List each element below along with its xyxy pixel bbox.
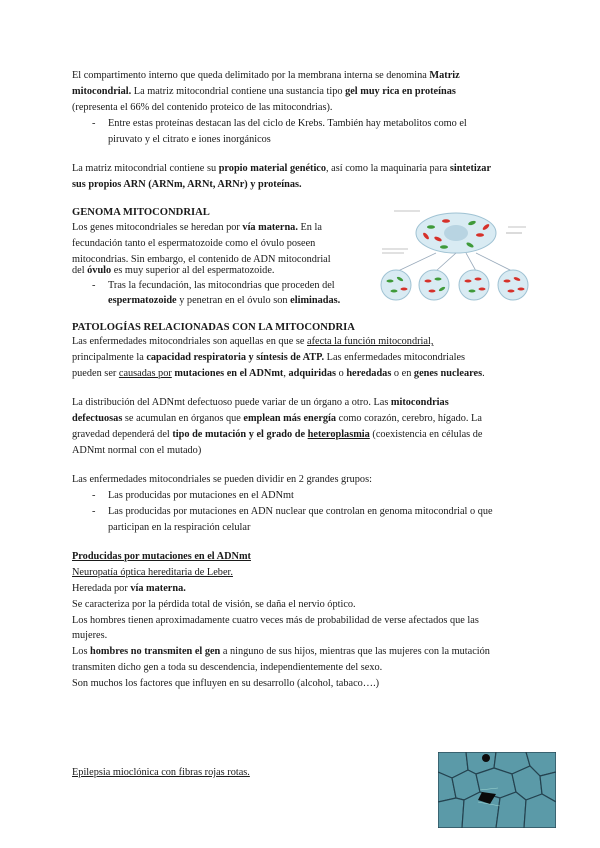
daughter-cell (381, 270, 411, 300)
dist-line4: ADNmt normal con el mutado) (72, 445, 202, 456)
prod-line5: Los hombres no transmiten el gen a ninguno de sus hijos, mientras que las mujeres con la mutación (72, 646, 490, 657)
prod-subheading: Neuropatía óptica hereditaria de Leber. (72, 567, 233, 578)
prod-line6: transmiten dicho gen a toda su descendencia, independientemente del sexo. (72, 662, 383, 673)
dist-line2: defectuosas se acumulan en órganos que emplean más energía como corazón, cerebro, hígado. La (72, 413, 482, 424)
bullet-dash: - (92, 490, 96, 501)
genoma-line1: Los genes mitocondriales se heredan por vía materna. En la (72, 222, 322, 233)
daughter-cell (498, 270, 528, 300)
genoma-heading: GENOMA MITOCONDRIAL (72, 207, 210, 218)
genoma-line2: fecundación tanto el espermatozoide como el óvulo poseen (72, 238, 316, 249)
p2-line1: La matriz mitocondrial contiene su propio material genético, así como la maquinaria para sintetizar (72, 163, 492, 174)
prod-heading: Producidas por mutaciones en el ADNmt (72, 551, 251, 562)
mitochondrial-inheritance-figure (376, 205, 532, 305)
prod-line7: Son muchos los factores que influyen en su desarrollo (alcohol, tabaco….) (72, 678, 380, 689)
genoma-line3: mitocondrias. Sin embargo, el contenido de ADN mitocondrial (72, 254, 331, 265)
bullet-dash: - (92, 506, 96, 517)
p1-line3: (representa el 66% del contenido proteico de las mitocondrias). (72, 102, 333, 113)
patologias-heading: PATOLOGÍAS RELACIONADAS CON LA MITOCONDRIA (72, 322, 355, 333)
p2-line2: sus propios ARN (ARNm, ARNt, ARNr) y proteínas. (72, 179, 302, 190)
daughter-cell (419, 270, 449, 300)
bullet-dash: - (92, 280, 96, 291)
daughter-cell (459, 270, 489, 300)
prod-line2: Se caracteriza por la pérdida total de visión, se daña el nervio óptico. (72, 599, 356, 610)
pat-line1: Las enfermedades mitocondriales son aquellas en que se afecta la función mitocondrial, (72, 336, 434, 347)
div-bullet2-line2: participan en la respiración celular (108, 522, 251, 533)
genoma-bullet-line2: espermatozoide y penetran en el óvulo son eliminadas. (108, 295, 341, 306)
pat-line3: pueden ser causadas por mutaciones en el ADNmt, adquiridas o heredadas o en genes nucleares. (72, 368, 485, 379)
genoma-bullet-line1: Tras la fecundación, las mitocondrias que proceden del (108, 280, 335, 291)
bullet-dash: - (92, 118, 96, 129)
dist-line3: gravedad dependerá del tipo de mutación y el grado de heteroplasmia (coexistencia en células de (72, 429, 483, 440)
nucleus-shape (444, 225, 468, 241)
div-bullet1: Las producidas por mutaciones en el ADNmt (108, 490, 294, 501)
div-bullet2-line1: Las producidas por mutaciones en ADN nuclear que controlan en genoma mitocondrial o que (108, 506, 493, 517)
p1-bullet-line1: Entre estas proteínas destacan las del ciclo de Krebs. También hay metabolitos como el (108, 118, 467, 129)
prod-line3: Los hombres tienen aproximadamente cuatro veces más de probabilidad de verse afectados que las (72, 615, 479, 626)
pat-line2: principalmente la capacidad respiratoria y síntesis de ATP. Las enfermedades mitocondriales (72, 352, 466, 363)
p1-line1: El compartimento interno que queda delimitado por la membrana interna se denomina Matriz (72, 70, 460, 81)
dist-line1: La distribución del ADNmt defectuoso puede variar de un órgano a otro. Las mitocondrias (72, 397, 449, 408)
p1-bullet-line2: piruvato y el citrato e iones inorgánicos (108, 134, 271, 145)
p1-line2: mitocondrial. La matriz mitocondrial contiene una sustancia tipo gel muy rica en proteínas (72, 86, 456, 97)
prod-line4: mujeres. (72, 630, 108, 641)
prod-line1: Heredada por vía materna. (72, 583, 186, 594)
muscle-biopsy-image (438, 752, 556, 828)
div-line1: Las enfermedades mitocondriales se pueden dividir en 2 grandes grupos: (72, 474, 372, 485)
epilepsia-heading: Epilepsia mioclónica con fibras rojas rotas. (72, 767, 250, 778)
genoma-line4: del óvulo es muy superior al del espermatozoide. (72, 265, 275, 276)
